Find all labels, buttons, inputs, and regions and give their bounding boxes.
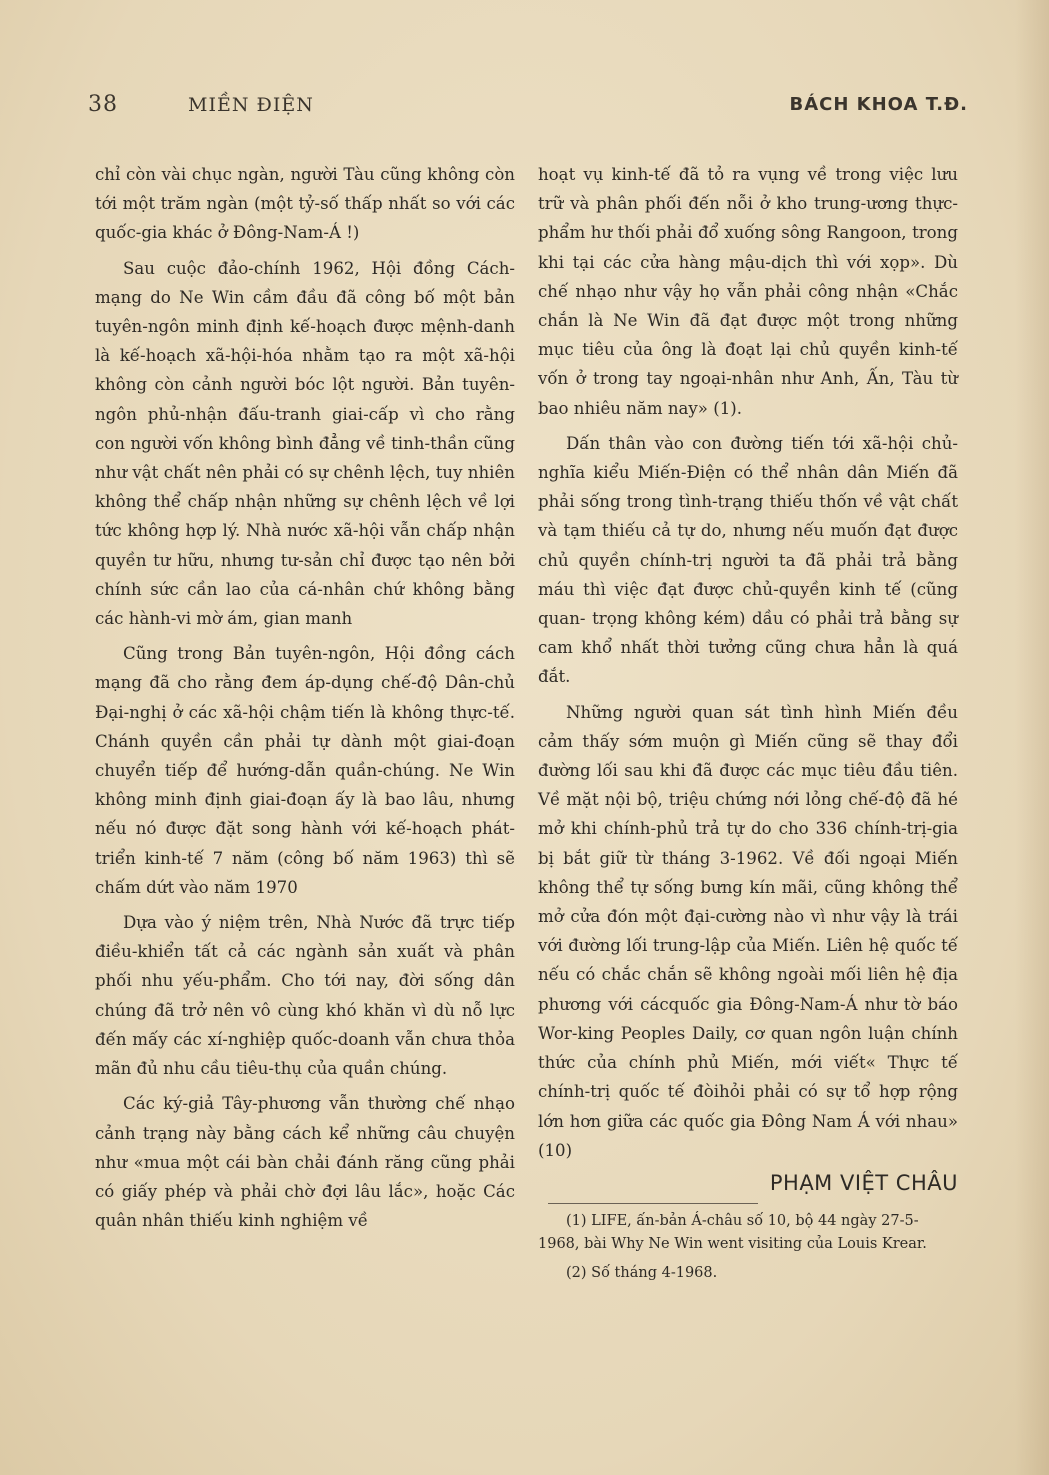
left-column (95, 160, 515, 1241)
paragraph: Cũng trong Bản tuyên-ngôn, Hội đồng cách mạng đã cho rằng đem áp-dụng chế-độ Dân-chủ Đại-nghị ở các xã-hội chậm tiến là không thực-tế. Chánh quyền cần phải tự dành một giai-đoạn chuyển tiếp để hướng-dẫn quần-chúng. Ne Win không minh định giai-đoạn ấy là bao lâu, nhưng nếu nó được đặt song hành với kế-hoạch phát-triển kinh-tế 7 năm (công bố năm 1963) thì sẽ chấm dứt vào năm 1970 (95, 644, 515, 897)
paragraph: Dấn thân vào con đường tiến tới xã-hội chủ-nghĩa kiểu Miến-Điện có thể nhân dân Miến đã phải sống trong tình-trạng thiếu thốn về vật chất và tạm thiếu cả tự do, nhưng nếu muốn đạt được chủ quyền chính-trị người ta đã phải trả bằng máu thì việc đạt được chủ-quyền kinh tế (cũng quan- trọng không kém) dầu có phải trả bằng sự cam khổ nhất thời tưởng cũng chưa hẳn là quá đắt. (538, 433, 958, 687)
paragraph: hoạt vụ kinh-tế đã tỏ ra vụng về trong việc lưu trữ và phân phối đến nỗi ở kho trung-ương thực-phẩm hư thối phải đổ xuống sông Rangoon, trong khi tại các cửa hàng mậu-dịch thì với xọp». Dù chế nhạo như vậy họ vẫn phải công nhận «Chắc chắn là Ne Win đã đạt được một trong những mục tiêu của ông là đoạt lại chủ quyền kinh-tế vốn ở trong tay ngoại-nhân như Anh, Ấn, Tàu từ bao nhiêu năm nay» (1). (538, 165, 958, 418)
footnote-divider (548, 1203, 758, 1204)
paragraph: Những người quan sát tình hình Miến đều cảm thấy sớm muộn gì Miến cũng sẽ thay đổi đường lối sau khi đã được các mục tiêu đầu tiên. Về mặt nội bộ, triệu chứng nới lỏng chế-độ đã hé mở khi chính-phủ trả tự do cho 336 chính-trị-gia bị bắt giữ từ tháng 3-1962. Về đối ngoại Miến không thể tự sống bưng kín mãi, cũng không thể mở cửa đón một đại-cường nào vì như vậy là trái với đường lối trung-lập của Miến. Liên hệ quốc tế nếu có chắc chắn sẽ không ngoài mối liên hệ địa phương với cácquốc gia Đông-Nam-Á như tờ báo Wor-king Peoples Daily, cơ quan ngôn luận chính thức của chính phủ Miến, mới viết« Thực tế chính-trị quốc tế đòihỏi phải có sự tổ hợp rộng lớn hơn giữa các quốc gia Đông Nam Á với nhau» (10) (538, 702, 958, 1160)
page-fold-shadow (1015, 0, 1049, 1475)
paragraph: Sau cuộc đảo-chính 1962, Hội đồng Cách-mạng do Ne Win cầm đầu đã công bố một bản tuyên-ngôn minh định kế-hoạch được mệnh-danh là kế-hoạch xã-hội-hóa nhằm tạo ra một xã-hội không còn cảnh người bóc lột người. Bản tuyên-ngôn phủ-nhận đấu-tranh giai-cấp vì cho rằng con người vốn không bình đẳng về tinh-thần cũng như vật chất nên phải có sự chênh lệch, tuy nhiên không thể chấp nhận những sự chênh lệch về lợi tức không hợp lý. Nhà nước xã-hội vẫn chấp nhận quyền tư hữu, nhưng tư-sản chỉ được tạo nên bởi chính sức cần lao của cá-nhân chứ không bằng các hành-vi mờ ám, gian manh (95, 258, 515, 629)
footnote: (2) Số tháng 4-1968. (566, 1264, 718, 1281)
paragraph: Các ký-giả Tây-phương vẫn thường chế nhạo cảnh trạng này bằng cách kể những câu chuyện như «mua một cái bàn chải đánh răng cũng phải có giấy phép và phải chờ đợi lâu lắc», hoặc Các quân nhân thiếu kinh nghiệm về (95, 1094, 515, 1231)
running-header (88, 92, 968, 122)
publication-name: BÁCH KHOA T.Đ. (789, 94, 968, 115)
paragraph: chỉ còn vài chục ngàn, người Tàu cũng không còn tới một trăm ngàn (một tỷ-số thấp nhất so với các quốc-gia khác ở Đông-Nam-Á !) (95, 165, 515, 243)
author-signature: PHẠM VIỆT CHÂU (769, 1170, 958, 1195)
paragraph: Dựa vào ý niệm trên, Nhà Nước đã trực tiếp điều-khiển tất cả các ngành sản xuất và phân phối nhu yếu-phẩm. Cho tới nay, đời sống dân chúng đã trở nên vô cùng khó khăn vì dù nỗ lực đến mấy các xí-nghiệp quốc-doanh vẫn chưa thỏa mãn đủ nhu cầu tiêu-thụ của quần chúng. (95, 913, 515, 1079)
footnote: (1) LIFE, ấn-bản Á-châu số 10, bộ 44 ngày 27-5-1968, bài Why Ne Win went visiting của Louis Krear. (538, 1212, 927, 1252)
section-title: MIỀN ĐIỆN (188, 94, 314, 116)
page-number: 38 (88, 92, 118, 117)
right-column (538, 160, 958, 1291)
